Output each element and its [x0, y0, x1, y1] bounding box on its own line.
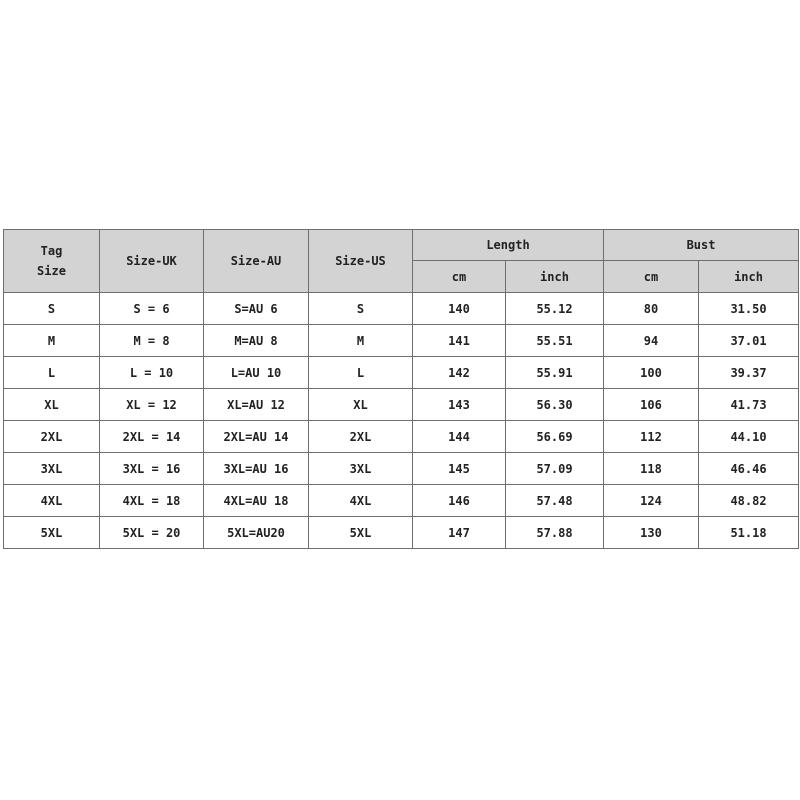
cell-size-uk: XL = 12: [100, 389, 204, 421]
table-row: [4, 517, 799, 549]
cell-size-au: XL=AU 12: [204, 389, 309, 421]
cell-size-uk: 4XL = 18: [100, 485, 204, 517]
cell-length-cm: 145: [413, 453, 506, 485]
header-tag-size-line2: Size: [37, 264, 66, 278]
header-bust-inch: inch: [699, 261, 799, 293]
table-header: [4, 230, 799, 293]
cell-size-au: 3XL=AU 16: [204, 453, 309, 485]
cell-length-cm: 146: [413, 485, 506, 517]
header-length-cm: cm: [413, 261, 506, 293]
cell-bust-cm: 112: [604, 421, 699, 453]
cell-tag-size: 2XL: [4, 421, 100, 453]
cell-size-uk: L = 10: [100, 357, 204, 389]
cell-size-au: 4XL=AU 18: [204, 485, 309, 517]
cell-length-cm: 142: [413, 357, 506, 389]
cell-length-cm: 140: [413, 293, 506, 325]
table-row: [4, 293, 799, 325]
cell-bust-inch: 41.73: [699, 389, 799, 421]
cell-bust-inch: 37.01: [699, 325, 799, 357]
cell-tag-size: XL: [4, 389, 100, 421]
header-bust: Bust: [604, 230, 799, 261]
header-tag-size-line1: Tag: [40, 244, 63, 258]
cell-length-inch: 57.09: [506, 453, 604, 485]
cell-tag-size: S: [4, 293, 100, 325]
cell-bust-cm: 106: [604, 389, 699, 421]
cell-size-au: S=AU 6: [204, 293, 309, 325]
cell-length-inch: 56.69: [506, 421, 604, 453]
cell-bust-inch: 44.10: [699, 421, 799, 453]
header-length: Length: [413, 230, 604, 261]
cell-size-au: M=AU 8: [204, 325, 309, 357]
header-size-au: Size-AU: [204, 230, 309, 293]
cell-size-us: M: [309, 325, 413, 357]
cell-size-uk: S = 6: [100, 293, 204, 325]
cell-size-uk: 3XL = 16: [100, 453, 204, 485]
table-row: [4, 453, 799, 485]
cell-bust-cm: 80: [604, 293, 699, 325]
cell-tag-size: 5XL: [4, 517, 100, 549]
cell-length-cm: 141: [413, 325, 506, 357]
header-length-inch: inch: [506, 261, 604, 293]
size-chart-table: [3, 229, 799, 549]
header-tag-size: [4, 230, 100, 293]
table-row: [4, 389, 799, 421]
cell-size-us: 2XL: [309, 421, 413, 453]
cell-bust-cm: 94: [604, 325, 699, 357]
table-row: [4, 421, 799, 453]
cell-size-au: 2XL=AU 14: [204, 421, 309, 453]
cell-size-us: S: [309, 293, 413, 325]
cell-length-inch: 55.91: [506, 357, 604, 389]
cell-length-inch: 55.51: [506, 325, 604, 357]
cell-bust-inch: 31.50: [699, 293, 799, 325]
cell-size-uk: 2XL = 14: [100, 421, 204, 453]
cell-length-cm: 147: [413, 517, 506, 549]
cell-tag-size: 4XL: [4, 485, 100, 517]
cell-bust-inch: 46.46: [699, 453, 799, 485]
cell-size-uk: M = 8: [100, 325, 204, 357]
header-size-uk: Size-UK: [100, 230, 204, 293]
table-body: [4, 293, 799, 549]
cell-length-inch: 55.12: [506, 293, 604, 325]
cell-length-cm: 144: [413, 421, 506, 453]
cell-bust-cm: 130: [604, 517, 699, 549]
cell-size-uk: 5XL = 20: [100, 517, 204, 549]
cell-length-inch: 57.48: [506, 485, 604, 517]
cell-tag-size: L: [4, 357, 100, 389]
cell-bust-inch: 51.18: [699, 517, 799, 549]
cell-size-us: 4XL: [309, 485, 413, 517]
table-row: [4, 485, 799, 517]
header-size-us: Size-US: [309, 230, 413, 293]
cell-length-inch: 57.88: [506, 517, 604, 549]
cell-length-cm: 143: [413, 389, 506, 421]
cell-size-us: XL: [309, 389, 413, 421]
cell-bust-inch: 39.37: [699, 357, 799, 389]
cell-size-au: L=AU 10: [204, 357, 309, 389]
cell-size-us: 3XL: [309, 453, 413, 485]
header-bust-cm: cm: [604, 261, 699, 293]
table-row: [4, 357, 799, 389]
header-row-top: [4, 230, 799, 261]
cell-tag-size: M: [4, 325, 100, 357]
cell-length-inch: 56.30: [506, 389, 604, 421]
cell-tag-size: 3XL: [4, 453, 100, 485]
cell-size-us: L: [309, 357, 413, 389]
cell-bust-cm: 100: [604, 357, 699, 389]
cell-bust-cm: 124: [604, 485, 699, 517]
cell-size-us: 5XL: [309, 517, 413, 549]
cell-size-au: 5XL=AU20: [204, 517, 309, 549]
cell-bust-cm: 118: [604, 453, 699, 485]
table-row: [4, 325, 799, 357]
cell-bust-inch: 48.82: [699, 485, 799, 517]
